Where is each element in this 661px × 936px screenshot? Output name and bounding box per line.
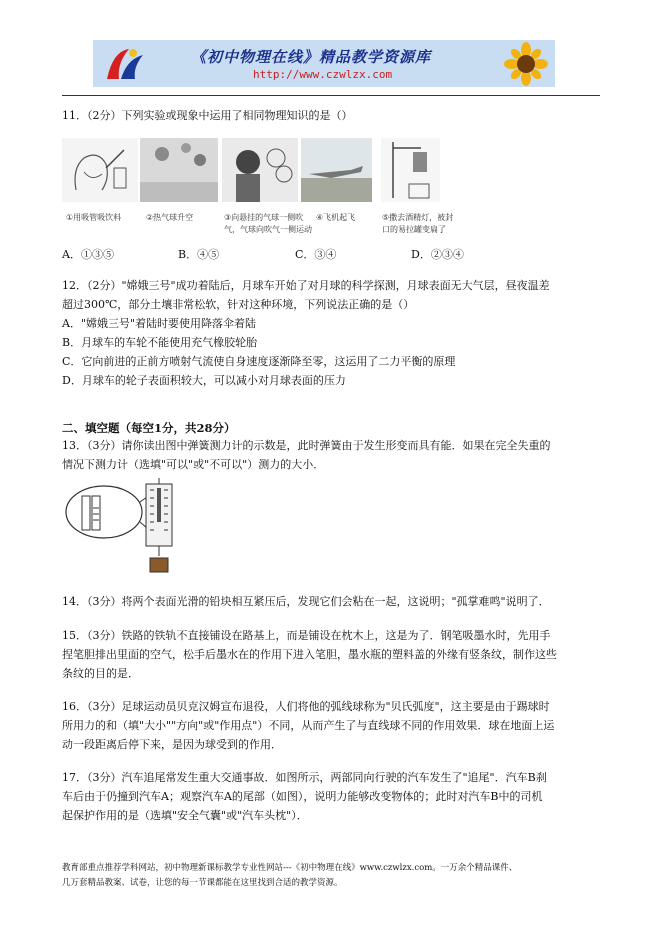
q11-image-straw: [62, 138, 138, 202]
q13-line2: 情况下测力计（选填"可以"或"不可以"）测力的大小．: [62, 458, 325, 471]
spring-scale-figure: [62, 478, 184, 574]
q11-option-d: D．②③④: [411, 248, 464, 261]
q15-line2: 捏笔胆排出里面的空气，松手后墨水在的作用下进入笔胆，墨水瓶的塑料盖的外缘有竖条纹，制作这些: [62, 648, 557, 661]
q15-line1: 15．（3分）铁路的铁轨不直接铺设在路基上，而是铺设在枕木上，这是为了．钢笔吸墨水时，先用手: [62, 629, 551, 642]
q17-line1: 17．（3分）汽车追尾常发生重大交通事故．如图所示，两部同向行驶的汽车发生了"追尾"．汽车B刹: [62, 771, 547, 784]
q11-caption-3a: ③向悬挂的气球一侧吹: [224, 213, 304, 222]
q13-line1: 13．（3分）请你读出图中弹簧测力计的示数是，此时弹簧由于发生形变而具有能．如果在完全失重的: [62, 439, 551, 452]
q12-option-c: C．它向前进的正前方喷射气流使自身速度逐渐降至零，这运用了二力平衡的原理: [62, 355, 456, 368]
q11-image-girl-balloons: [222, 138, 298, 202]
footer-line1: 教育部重点推荐学科网站，初中物理新课标教学专业性网站---《初中物理在线》www.czwlzx.com。一万余个精品课件、: [62, 863, 518, 873]
q11-caption-5a: ⑤撒去酒精灯，被封: [382, 213, 454, 222]
q11-option-b: B．④⑤: [178, 248, 220, 261]
q11-caption-2: ②热气球升空: [146, 213, 194, 222]
section-2-heading: 二、填空题（每空1分，共28分）: [62, 421, 236, 435]
q12-option-d: D．月球车的轮子表面积较大，可以减小对月球表面的压力: [62, 374, 346, 387]
footer-line2: 几万套精品教案、试卷，让您的每一节课都能在这里找到合适的教学资源。: [62, 878, 343, 888]
q11-option-a: A．①③⑤: [62, 248, 114, 261]
q11-caption-1: ①用吸管吸饮料: [66, 213, 122, 222]
header-divider: [62, 95, 600, 96]
q12-option-a: A．"嫦娥三号"着陆时要使用降落伞着陆: [62, 317, 257, 330]
q11-option-c: C．③④: [295, 248, 337, 261]
q12-stem-line1: 12．（2分）"嫦娥三号"成功着陆后，月球车开始了对月球的科学探测，月球表面无大气层，昼夜温差: [62, 279, 550, 292]
q11-image-balloon: [140, 138, 218, 202]
q16-line3: 动一段距离后停下来，是因为球受到的作用．: [62, 738, 282, 751]
site-logo-icon: [103, 45, 147, 83]
q15-line3: 条纹的目的是．: [62, 667, 139, 680]
q17-line2: 车后由于仍撞到汽车A；观察汽车A的尾部（如图），说明力能够改变物体的；此时对汽车B中的司机: [62, 790, 543, 803]
banner-url[interactable]: http://www.czwlzx.com: [253, 68, 393, 81]
q16-line1: 16．（3分）足球运动员贝克汉姆宣布退役，人们将他的弧线球称为"贝氏弧度"，这主要是由于踢球时: [62, 700, 550, 713]
banner-title: 《初中物理在线》精品教学资源库: [191, 48, 432, 66]
sunflower-icon: [503, 42, 549, 86]
q17-line3: 起保护作用的是（选填"安全气囊"或"汽车头枕"）．: [62, 809, 308, 822]
q12-option-b: B．月球车的车轮不能使用充气橡胶轮胎: [62, 336, 258, 349]
q16-line2: 所用力的和（填"大小""方向"或"作用点"）不同，从而产生了与直线球不同的作用效果．球在地面上运: [62, 719, 555, 732]
q11-stem: 11．（2分）下列实验或现象中运用了相同物理知识的是（）: [62, 109, 353, 122]
q11-image-airplane: [301, 138, 372, 202]
header-banner: [93, 40, 555, 87]
q11-image-can-heating: [381, 138, 440, 202]
q12-stem-line2: 超过300℃，部分土壤非常松软，针对这种环境，下列说法正确的是（）: [62, 298, 415, 311]
q11-caption-5b: 口的易拉罐变扁了: [382, 225, 446, 234]
q11-caption-4: ④飞机起飞: [316, 213, 356, 222]
q11-caption-3b: 气，气球向吹气一侧运动: [224, 225, 312, 234]
q14-line1: 14．（3分）将两个表面光滑的铅块相互紧压后，发现它们会粘在一起，这说明；"孤掌难鸣"说明了．: [62, 595, 550, 608]
